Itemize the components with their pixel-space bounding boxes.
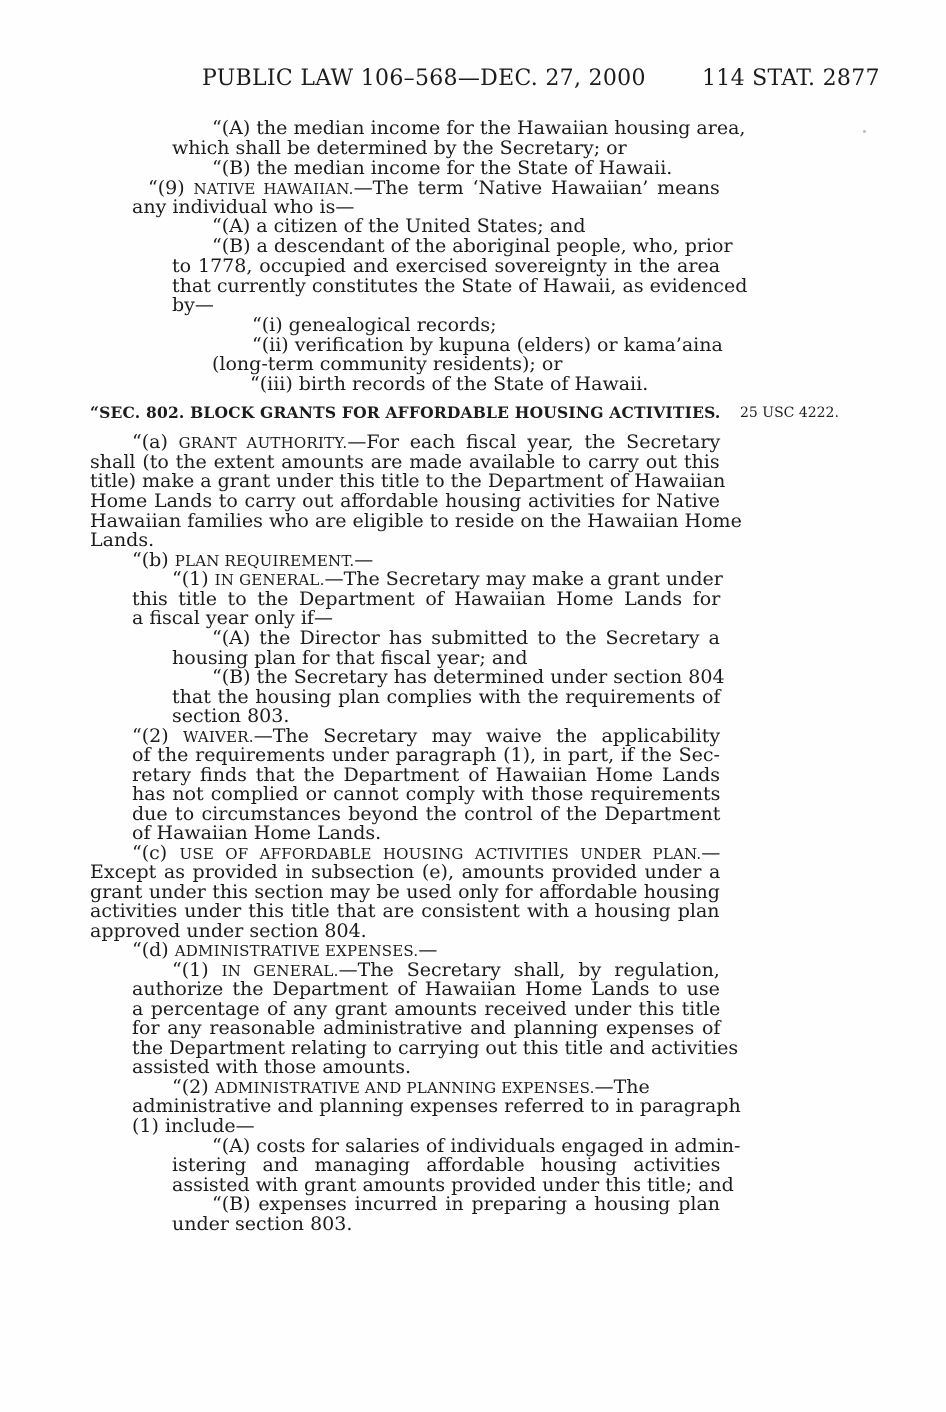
line-lead: “(1) xyxy=(172,568,215,590)
body-line xyxy=(172,569,723,590)
scan-speck xyxy=(863,130,866,133)
body-line xyxy=(212,667,725,687)
page-number: 114 STAT. 2877 xyxy=(702,66,880,91)
line-lead: “(1) xyxy=(172,959,222,981)
body-line xyxy=(172,1214,352,1234)
line-text: istering and managing affordable housing activities xyxy=(172,1154,721,1176)
body-line xyxy=(132,608,333,628)
line-caption: IN GENERAL. xyxy=(221,962,339,980)
line-caption: WAIVER. xyxy=(183,728,254,746)
line-lead: “(a) xyxy=(132,431,179,453)
line-text: “(B) the Secretary has determined under section 804 xyxy=(212,666,725,688)
body-line xyxy=(172,276,747,296)
line-rest: —The Secretary may make a grant under xyxy=(324,568,723,590)
line-caption: GRANT AUTHORITY. xyxy=(178,434,348,452)
line-text: Home Lands to carry out affordable housing activities for Native xyxy=(90,490,720,512)
body-line xyxy=(132,589,720,609)
line-text: administrative and planning expenses referred to in paragraph xyxy=(132,1095,741,1117)
line-rest: — xyxy=(701,842,721,864)
line-text: activities under this title that are consistent with a housing plan xyxy=(90,900,720,922)
body-line xyxy=(212,354,562,374)
line-text: assisted with grant amounts provided under this title; and xyxy=(172,1174,734,1196)
body-line xyxy=(132,1116,255,1136)
body-line xyxy=(90,882,720,902)
line-text: “(B) a descendant of the aboriginal people, who, prior xyxy=(212,235,733,257)
line-rest: —For each fiscal year, the Secretary xyxy=(347,431,721,453)
line-text: has not complied or cannot comply with those requirements xyxy=(132,783,721,805)
line-lead: “(c) xyxy=(132,842,180,864)
line-text: a percentage of any grant amounts received under this title xyxy=(132,998,721,1020)
body-line xyxy=(172,687,720,707)
line-text: (long-term community residents); or xyxy=(212,353,563,375)
line-text: retary finds that the Department of Hawaiian Home Lands xyxy=(132,764,721,786)
line-text: any individual who is— xyxy=(132,196,355,218)
running-header: PUBLIC LAW 106–568—DEC. 27, 2000 xyxy=(202,66,646,91)
body-line xyxy=(132,745,720,765)
body-line xyxy=(172,256,720,276)
line-text: approved under section 804. xyxy=(90,920,367,942)
body-line xyxy=(132,979,720,999)
line-lead: “(b) xyxy=(132,549,175,571)
line-text: “(A) the Director has submitted to the Secretary a xyxy=(212,627,720,649)
body-line xyxy=(212,628,720,648)
body-line xyxy=(132,940,437,961)
line-text: “(i) genealogical records; xyxy=(252,314,497,336)
body-line xyxy=(212,1136,740,1156)
body-line xyxy=(172,295,214,315)
line-caption: PLAN REQUIREMENT. xyxy=(174,552,355,570)
line-text: “(A) the median income for the Hawaiian housing area, xyxy=(212,117,746,139)
body-line xyxy=(90,491,720,511)
line-text: (1) include— xyxy=(132,1115,255,1137)
line-text: Hawaiian families who are eligible to reside on the Hawaiian Home xyxy=(90,510,742,532)
line-text: “(iii) birth records of the State of Hawaii. xyxy=(250,373,649,395)
line-text: grant under this section may be used only for affordable housing xyxy=(90,881,720,903)
body-line xyxy=(90,921,367,941)
section-heading: “SEC. 802. BLOCK GRANTS FOR AFFORDABLE HOUSING ACTIVITIES. xyxy=(90,403,721,422)
line-text: that currently constitutes the State of Hawaii, as evidenced xyxy=(172,275,748,297)
line-text: “(A) costs for salaries of individuals engaged in admin- xyxy=(212,1135,741,1157)
body-line xyxy=(132,784,720,804)
line-caption: USE OF AFFORDABLE HOUSING ACTIVITIES UNDER PLAN. xyxy=(179,845,702,863)
body-line xyxy=(212,236,733,256)
body-line xyxy=(132,823,381,843)
body-line xyxy=(172,138,627,158)
line-text: Except as provided in subsection (e), amounts provided under a xyxy=(90,861,721,883)
line-text: under section 803. xyxy=(172,1213,353,1235)
body-line xyxy=(212,158,672,178)
line-lead: “(2) xyxy=(172,1076,215,1098)
body-line xyxy=(132,1096,741,1116)
body-line xyxy=(172,648,528,668)
line-rest: —The Secretary may waive the applicability xyxy=(253,725,721,747)
line-caption: NATIVE HAWAIIAN. xyxy=(193,180,354,198)
body-line xyxy=(172,1155,720,1175)
line-rest: —The Secretary shall, by regulation, xyxy=(338,959,720,981)
body-line xyxy=(90,511,742,531)
line-rest: — xyxy=(418,939,438,961)
body-line xyxy=(132,1057,411,1077)
line-text: title) make a grant under this title to the Department of Hawaiian xyxy=(90,470,726,492)
line-text: that the housing plan complies with the requirements of xyxy=(172,686,721,708)
line-text: to 1778, occupied and exercised sovereignty in the area xyxy=(172,255,721,277)
body-line xyxy=(90,471,725,491)
body-line xyxy=(90,452,720,472)
line-text: housing plan for that fiscal year; and xyxy=(172,647,528,669)
body-line xyxy=(172,1175,734,1195)
body-line xyxy=(252,315,497,335)
line-text: “(ii) verification by kupuna (elders) or kama’aina xyxy=(252,334,723,356)
body-line xyxy=(172,706,289,726)
line-text: assisted with those amounts. xyxy=(132,1056,412,1078)
body-line xyxy=(252,335,723,355)
line-text: of Hawaiian Home Lands. xyxy=(132,822,382,844)
line-text: “(A) a citizen of the United States; and xyxy=(212,215,586,237)
line-text: section 803. xyxy=(172,705,290,727)
line-text: “(B) the median income for the State of Hawaii. xyxy=(212,157,673,179)
body-line xyxy=(132,1038,738,1058)
line-caption: IN GENERAL. xyxy=(214,571,325,589)
body-line xyxy=(212,216,585,236)
line-text: the Department relating to carrying out this title and activities xyxy=(132,1037,739,1059)
body-line xyxy=(132,1018,720,1038)
line-lead: “(d) xyxy=(132,939,175,961)
line-text: “(B) expenses incurred in preparing a housing plan xyxy=(212,1193,721,1215)
line-text: for any reasonable administrative and planning expenses of xyxy=(132,1017,721,1039)
body-line xyxy=(90,530,154,550)
line-text: shall (to the extent amounts are made available to carry out this xyxy=(90,451,720,473)
body-line xyxy=(132,999,720,1019)
line-text: authorize the Department of Hawaiian Home Lands to use xyxy=(132,978,720,1000)
line-text: which shall be determined by the Secretary; or xyxy=(172,137,627,159)
line-rest: —The term ‘Native Hawaiian’ means xyxy=(353,177,720,199)
line-text: of the requirements under paragraph (1), in part, if the Sec- xyxy=(132,744,720,766)
body-line xyxy=(132,432,720,453)
body-line xyxy=(132,197,354,217)
line-text: by— xyxy=(172,294,214,316)
body-line xyxy=(212,118,745,138)
line-caption: ADMINISTRATIVE EXPENSES. xyxy=(174,942,419,960)
body-line xyxy=(250,374,648,394)
line-rest: — xyxy=(354,549,374,571)
margin-citation: 25 USC 4222. xyxy=(740,405,839,421)
body-line xyxy=(132,765,720,785)
body-line xyxy=(90,862,720,882)
body-line xyxy=(212,1194,720,1214)
line-lead: “(2) xyxy=(132,725,183,747)
line-lead: “(9) xyxy=(148,177,194,199)
line-text: due to circumstances beyond the control of the Department xyxy=(132,803,721,825)
body-line xyxy=(132,804,720,824)
line-text: Lands. xyxy=(90,529,155,551)
body-line xyxy=(90,901,720,921)
line-caption: ADMINISTRATIVE AND PLANNING EXPENSES. xyxy=(214,1079,595,1097)
line-rest: —The xyxy=(594,1076,650,1098)
line-text: a fiscal year only if— xyxy=(132,607,333,629)
line-text: this title to the Department of Hawaiian Home Lands for xyxy=(132,588,721,610)
